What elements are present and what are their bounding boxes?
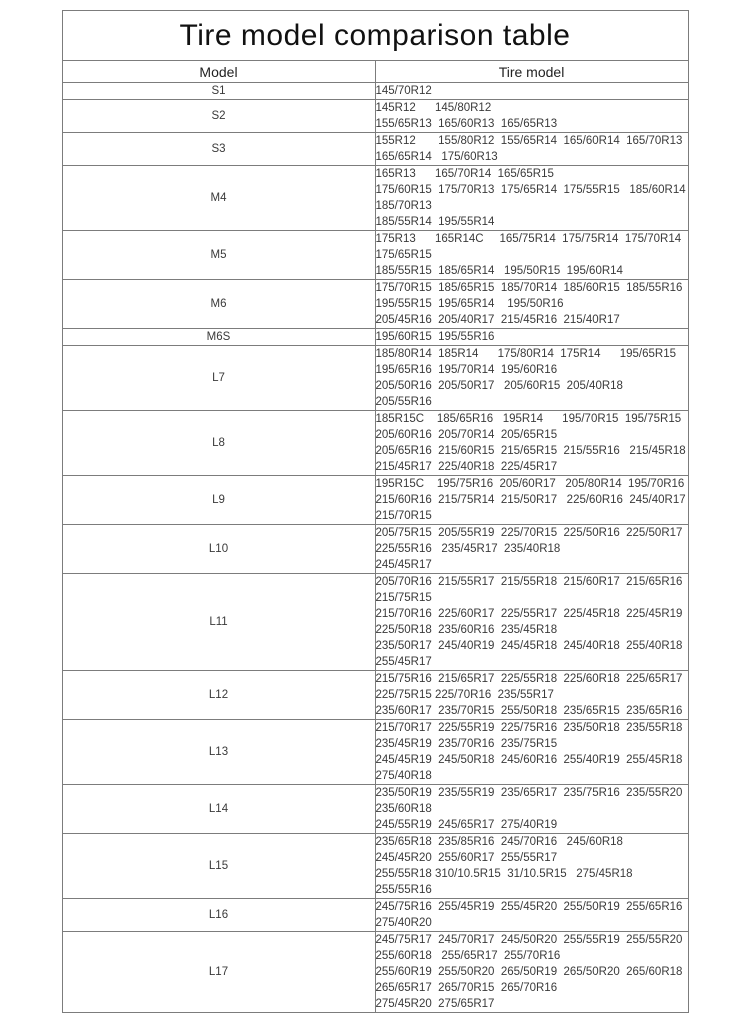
tire-line: 155/65R13 165/60R13 165/65R13 [375, 118, 558, 130]
model-cell: S1 [62, 83, 375, 100]
table-row [62, 133, 688, 166]
tire-models-cell [375, 329, 688, 346]
tire-models-cell [375, 280, 688, 329]
table-row [62, 476, 688, 525]
tire-line: 215/70R16 225/60R17 225/55R17 225/45R18 225/45R19 225/50R18 235/60R16 235/45R18 [375, 608, 689, 636]
tire-line: 245/45R17 [375, 559, 432, 571]
tire-line: 185/55R15 185/65R14 195/50R15 195/60R14 [375, 265, 623, 277]
table-row [62, 166, 688, 231]
table-row [62, 231, 688, 280]
tire-comparison-table [62, 10, 692, 1013]
tire-line: 205/45R16 205/40R17 215/45R16 215/40R17 [375, 314, 620, 326]
table-row [62, 785, 688, 834]
tire-line: 255/55R18 310/10.5R15 31/10.5R15 275/45R18 255/55R16 [375, 868, 639, 896]
model-cell: S3 [62, 133, 375, 166]
model-cell: L17 [62, 932, 375, 1013]
tire-models-cell [375, 671, 688, 720]
tire-models-cell [375, 411, 692, 476]
header-row [62, 61, 688, 83]
table-row [62, 525, 688, 574]
tire-line: 205/70R16 215/55R17 215/55R18 215/60R17 215/65R16 215/75R15 [375, 576, 689, 604]
model-cell: L8 [62, 411, 375, 476]
tire-line: 175/70R15 185/65R15 185/70R14 185/60R15 185/55R16 195/55R15 195/65R14 195/50R16 [375, 282, 689, 310]
table-row [62, 899, 688, 932]
tire-line: 145/70R12 [375, 85, 432, 97]
model-cell: L10 [62, 525, 375, 574]
tire-line: 165/65R14 175/60R13 [375, 151, 498, 163]
tire-line: 245/75R17 245/70R17 245/50R20 255/55R19 255/55R20 255/60R18 255/65R17 255/70R16 [375, 934, 689, 962]
model-cell: S2 [62, 100, 375, 133]
tire-models-cell [375, 83, 688, 100]
model-cell: L14 [62, 785, 375, 834]
model-cell: L15 [62, 834, 375, 899]
column-header-tire-model: Tire model [375, 61, 688, 83]
tire-line: 175R13 165R14C 165/75R14 175/75R14 175/70R14 175/65R15 [375, 233, 688, 261]
table-row [62, 834, 688, 899]
model-cell: L9 [62, 476, 375, 525]
tire-line: 245/55R19 245/65R17 275/40R19 [375, 819, 558, 831]
tire-line: 145R12 145/80R12 [375, 102, 492, 114]
tire-models-cell [375, 476, 692, 525]
table-row [62, 83, 688, 100]
tire-models-cell [375, 720, 688, 785]
tire-line: 235/65R18 235/85R16 245/70R16 245/60R18 245/45R20 255/60R17 255/55R17 [375, 836, 636, 864]
tire-models-cell [375, 133, 688, 166]
model-cell: L12 [62, 671, 375, 720]
model-cell: L13 [62, 720, 375, 785]
tire-line: 195/60R15 195/55R16 [375, 331, 495, 343]
tire-line: 245/45R19 245/50R18 245/60R16 255/40R19 255/45R18 275/40R18 [375, 754, 689, 782]
tire-line: 245/75R16 255/45R19 255/45R20 255/50R19 255/65R16 275/40R20 [375, 901, 689, 929]
table-row [62, 574, 688, 671]
table-row [62, 671, 688, 720]
tire-line: 195R15C 195/75R16 205/60R17 205/80R14 195/70R16 [375, 478, 685, 490]
page [0, 10, 750, 1010]
tire-line: 235/50R19 235/55R19 235/65R17 235/75R16 235/55R20 235/60R18 [375, 787, 689, 815]
table-row [62, 280, 688, 329]
model-cell: L16 [62, 899, 375, 932]
tire-line: 205/50R16 205/50R17 205/60R15 205/40R18 205/55R16 [375, 380, 633, 408]
tire-models-cell [375, 834, 688, 899]
tire-line: 165R13 165/70R14 165/65R15 [375, 168, 554, 180]
tire-line: 185/80R14 185R14 175/80R14 175R14 195/65R15 195/65R16 195/70R14 195/60R16 [375, 348, 683, 376]
model-cell: M6S [62, 329, 375, 346]
tire-models-cell [375, 785, 688, 834]
tire-line: 175/60R15 175/70R13 175/65R14 175/55R15 185/60R14 185/70R13 [375, 184, 692, 212]
table-row [62, 932, 688, 1013]
tire-models-cell [375, 346, 688, 411]
model-cell: M5 [62, 231, 375, 280]
model-cell: M6 [62, 280, 375, 329]
model-cell: L11 [62, 574, 375, 671]
column-header-model: Model [62, 61, 375, 83]
table-row [62, 346, 688, 411]
tire-line: 215/60R16 215/75R14 215/50R17 225/60R16 245/40R17 215/70R15 [375, 494, 692, 522]
title-cell [62, 11, 688, 61]
tire-models-cell [375, 932, 688, 1013]
tire-models-cell [375, 525, 688, 574]
table-row [62, 329, 688, 346]
tire-line: 205/65R16 215/60R15 215/65R15 215/55R16 215/45R18 215/45R17 225/40R18 225/45R17 [375, 445, 692, 473]
table-row [62, 100, 688, 133]
table-head [62, 11, 688, 83]
table-row [62, 720, 688, 785]
tire-models-cell [375, 231, 688, 280]
tire-line: 235/60R17 235/70R15 255/50R18 235/65R15 235/65R16 [375, 705, 683, 717]
tire-models-cell [375, 100, 688, 133]
tire-models-cell [375, 574, 688, 671]
tire-line: 205/75R15 205/55R19 225/70R15 225/50R16 225/50R17 225/55R16 235/45R17 235/40R18 [375, 527, 689, 555]
tire-line: 155R12 155/80R12 155/65R14 165/60R14 165/70R13 [375, 135, 683, 147]
tire-line: 215/70R17 225/55R19 225/75R16 235/50R18 235/55R18 235/45R19 235/70R16 235/75R15 [375, 722, 689, 750]
tire-line: 275/45R20 275/65R17 [375, 998, 495, 1010]
tire-line: 215/75R16 215/65R17 225/55R18 225/60R18 225/65R17 225/75R15 225/70R16 235/55R17 [375, 673, 689, 701]
model-cell: M4 [62, 166, 375, 231]
model-cell: L7 [62, 346, 375, 411]
title-row [62, 11, 688, 61]
tire-models-cell [375, 166, 692, 231]
page-title: Tire model comparison table [179, 18, 571, 52]
tire-models-cell [375, 899, 688, 932]
table-row [62, 411, 688, 476]
tire-line: 255/60R19 255/50R20 265/50R19 265/50R20 265/60R18 265/65R17 265/70R15 265/70R16 [375, 966, 689, 994]
table-body [62, 83, 692, 1013]
tire-line: 235/50R17 245/40R19 245/45R18 245/40R18 255/40R18 255/45R17 [375, 640, 689, 668]
tire-line: 185R15C 185/65R16 195R14 195/70R15 195/75R15 205/60R16 205/70R14 205/65R15 [375, 413, 688, 441]
tire-line: 185/55R14 195/55R14 [375, 216, 495, 228]
